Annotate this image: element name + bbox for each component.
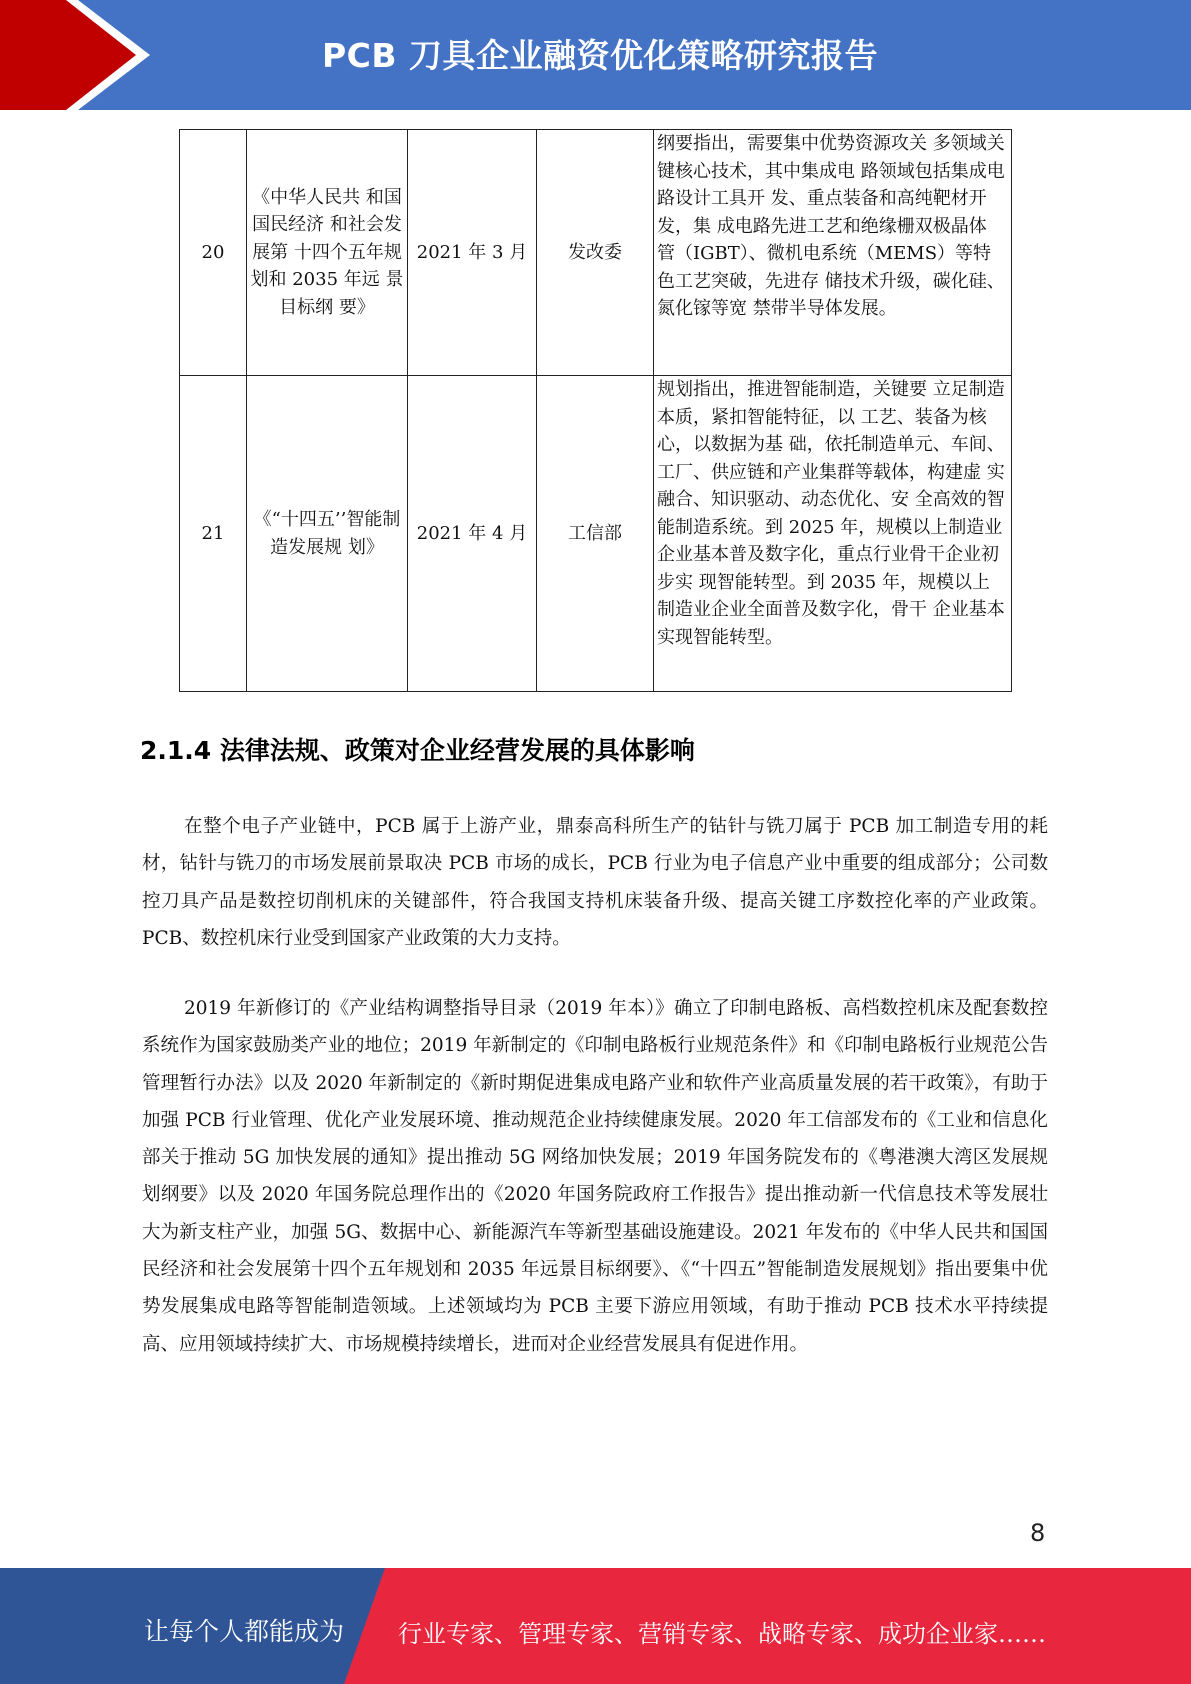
issue-date: 2021 年 3 月	[408, 130, 537, 376]
policy-content: 纲要指出，需要集中优势资源攻关 多领域关键核心技术，其中集成电 路领域包括集成电路设计工具开 发、重点装备和高纯靶材开发，集 成电路先进工艺和绝缘栅双极晶体 管（IGBT）、微机电系统（MEMS）等特色工艺突破，先进存 储技术升级，碳化硅、氮化镓等宽 禁带半导体发展。	[654, 130, 1012, 376]
row-number: 21	[180, 376, 247, 692]
body-paragraph: 在整个电子产业链中，PCB 属于上游产业，鼎泰高科所生产的钻针与铣刀属于 PCB 加工制造专用的耗材，钻针与铣刀的市场发展前景取决 PCB 市场的成长，PCB 行业为电子信息产业中重要的组成部分；公司数控刀具产品是数控切削机床的关键部件，符合我国支持机床装备升级、提高关键工序数控化率的产业政策。PCB、数控机床行业受到国家产业政策的大力支持。	[142, 816, 1048, 949]
body-paragraph: 2019 年新修订的《产业结构调整指导目录（2019 年本）》确立了印制电路板、高档数控机床及配套数控系统作为国家鼓励类产业的地位；2019 年新制定的《印制电路板行业规范条件》和《印制电路板行业规范公告管理暂行办法》以及 2020 年新制定的《新时期促进集成电路产业和软件产业高质量发展的若干政策》，有助于加强 PCB 行业管理、优化产业发展环境、推动规范企业持续健康发展。2020 年工信部发布的《工业和信息化部关于推动 5G 加快发展的通知》提出推动 5G 网络加快发展；2019 年国务院发布的《粤港澳大湾区发展规划纲要》以及 2020 年国务院总理作出的《2020 年国务院政府工作报告》提出推动新一代信息技术等发展壮大为新支柱产业，加强 5G、数据中心、新能源汽车等新型基础设施建设。2021 年发布的《中华人民共和国国民经济和社会发展第十四个五年规划和 2035 年远景目标纲要》、《“十四五”智能制造发展规划》指出要集中优势发展集成电路等智能制造领域。上述领域均为 PCB 主要下游应用领域，有助于推动 PCB 技术水平持续提高、应用领域持续扩大、市场规模持续增长，进而对企业经营发展具有促进作用。	[142, 998, 1048, 1355]
footer-slogan-right: 行业专家、管理专家、营销专家、战略专家、成功企业家……	[398, 1620, 1046, 1648]
section-heading: 2.1.4 法律法规、政策对企业经营发展的具体影响	[140, 736, 695, 765]
footer-slogan-left: 让每个人都能成为	[144, 1617, 345, 1646]
policy-name: 《中华人民共 和国国民经济 和社会发展第 十四个五年规 划和 2035 年远 景目标纲 要》	[247, 130, 408, 376]
policy-name: 《“十四五’’智能制造发展规 划》	[247, 376, 408, 692]
table-row	[180, 376, 1012, 692]
issuing-department: 发改委	[537, 130, 654, 376]
report-title: PCB 刀具企业融资优化策略研究报告	[322, 36, 879, 75]
issue-date: 2021 年 4 月	[408, 376, 537, 692]
row-number: 20	[180, 130, 247, 376]
policy-table	[179, 129, 1012, 692]
policy-content: 规划指出，推进智能制造，关键要 立足制造本质，紧扣智能特征，以 工艺、装备为核心，以数据为基 础，依托制造单元、车间、工厂、供应链和产业集群等载体，构建虚 实融合、知识驱动、动态优化、安 全高效的智能制造系统。到 2025 年，规模以上制造业企业基本普及数字化，重点行业骨干企业初步实 现智能转型。到 2035 年，规模以上 制造业企业全面普及数字化，骨干 企业基本实现智能转型。	[654, 376, 1012, 692]
issuing-department: 工信部	[537, 376, 654, 692]
table-row	[180, 130, 1012, 376]
page-header	[0, 0, 1191, 110]
page-number: 8	[1030, 1519, 1046, 1547]
